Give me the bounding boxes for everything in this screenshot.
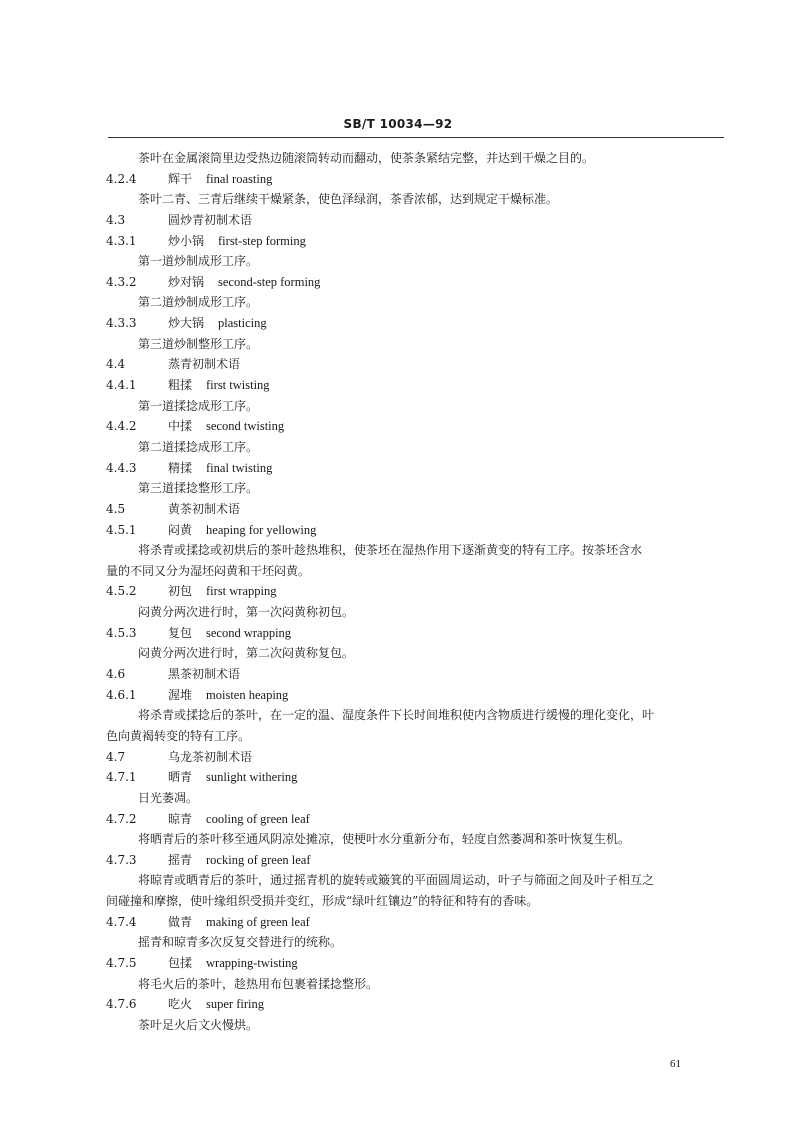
term-english: sunlight withering [206, 770, 298, 785]
definition-text: 第二道炒制成形工序。 [138, 295, 259, 310]
term-heading [0, 912, 796, 933]
term-heading [0, 767, 796, 788]
term-heading [0, 520, 796, 541]
definition-text: 茶叶在金属滚筒里边受热边随滚筒转动而翻动，使茶条紧结完整，并达到干燥之目的。 [138, 151, 595, 165]
clause-number: 4.7 [106, 749, 126, 764]
clause-number: 4.3.2 [106, 274, 137, 289]
term-heading [0, 499, 796, 520]
term-heading [0, 581, 796, 602]
term-chinese: 吃火 [168, 997, 193, 1012]
clause-number: 4.2.4 [106, 171, 137, 186]
term-heading [0, 231, 796, 252]
term-heading [0, 313, 796, 334]
term-chinese: 粗揉 [168, 378, 193, 393]
definition-text: 将晒青后的茶叶移至通风阴凉处摊凉，使梗叶水分重新分布，轻度自然萎凋和茶叶恢复生机。 [138, 832, 631, 847]
clause-number: 4.4.3 [106, 460, 137, 475]
term-english: moisten heaping [206, 687, 289, 702]
term-chinese: 炒小锅 [168, 233, 205, 248]
term-heading [0, 623, 796, 644]
clause-number: 4.7.3 [106, 852, 137, 867]
term-chinese: 炒大锅 [168, 316, 205, 331]
clause-number: 4.3.3 [106, 316, 137, 331]
term-english: rocking of green leaf [206, 852, 311, 867]
term-english: second twisting [206, 419, 285, 434]
term-chinese: 晒青 [168, 770, 193, 785]
definition-text: 茶叶二青、三青后继续干燥紧条，使色泽绿润，茶香浓郁，达到规定干燥标准。 [138, 192, 559, 207]
term-heading [0, 664, 796, 685]
term-chinese: 摇青 [168, 852, 193, 867]
document-header: SB/T 10034—92 [343, 117, 453, 131]
clause-number: 4.6.1 [106, 687, 137, 702]
clause-number: 4.4 [106, 357, 126, 372]
clause-number: 4.7.4 [106, 914, 137, 929]
definition-text: 闷黄分两次进行时，第二次闷黄称复包。 [138, 646, 355, 661]
definition-text: 将晾青或晒青后的茶叶，通过摇青机的旋转或簸箕的平面圆周运动，叶子与筛面之间及叶子相互之 [138, 873, 655, 888]
term-english: final roasting [206, 171, 273, 186]
term-english: second wrapping [206, 625, 292, 640]
term-english: heaping for yellowing [206, 522, 317, 537]
definition-text: 日光萎凋。 [138, 790, 199, 805]
term-heading [0, 953, 796, 974]
term-heading [0, 416, 796, 437]
term-chinese: 辉干 [168, 171, 193, 186]
clause-number: 4.5.1 [106, 522, 137, 537]
term-english: super firing [206, 997, 264, 1012]
term-chinese: 精揉 [168, 460, 193, 475]
definition-text: 第三道炒制整形工序。 [138, 336, 259, 351]
term-english: first-step forming [218, 233, 306, 248]
clause-number: 4.7.6 [106, 997, 137, 1012]
term-chinese: 渥堆 [168, 687, 193, 702]
definition-text: 茶叶足火后文火慢烘。 [138, 1017, 259, 1032]
definition-text: 将杀青或揉捻后的茶叶，在一定的温、湿度条件下长时间堆积使内含物质进行缓慢的理化变化，叶 [138, 708, 655, 723]
definition-text: 第二道揉捻成形工序。 [138, 439, 259, 454]
definition-text: 第一道炒制成形工序。 [138, 254, 259, 269]
term-english: second-step forming [218, 274, 321, 289]
term-heading [0, 747, 796, 768]
definition-text: 将杀青或揉捻或初烘后的茶叶趁热堆积，使茶坯在湿热作用下逐渐黄变的特有工序。按茶坯含水 [138, 543, 643, 558]
term-chinese: 晾青 [168, 811, 193, 826]
term-heading [0, 375, 796, 396]
definition-continuation: 量的不同又分为湿坯闷黄和干坯闷黄。 [106, 563, 311, 578]
header-rule [108, 137, 724, 138]
term-chinese: 圆炒青初制术语 [168, 212, 253, 227]
clause-number: 4.4.1 [106, 378, 137, 393]
clause-number: 4.7.1 [106, 770, 137, 785]
document-body [0, 148, 796, 1036]
clause-number: 4.3 [106, 212, 126, 227]
term-heading [0, 272, 796, 293]
term-heading [0, 685, 796, 706]
definition-text: 闷黄分两次进行时，第一次闷黄称初包。 [138, 605, 355, 620]
term-heading [0, 354, 796, 375]
term-chinese: 包揉 [168, 955, 193, 970]
term-chinese: 复包 [168, 625, 193, 640]
term-chinese: 乌龙茶初制术语 [168, 749, 253, 764]
clause-number: 4.7.5 [106, 955, 137, 970]
term-heading [0, 458, 796, 479]
term-chinese: 蒸青初制术语 [168, 357, 241, 372]
term-heading [0, 809, 796, 830]
term-chinese: 黑茶初制术语 [168, 667, 241, 682]
term-english: making of green leaf [206, 914, 310, 929]
term-chinese: 黄茶初制术语 [168, 501, 241, 516]
definition-text: 第三道揉捻整形工序。 [138, 481, 259, 496]
clause-number: 4.5 [106, 501, 126, 516]
term-chinese: 中揉 [168, 419, 193, 434]
definition-text: 摇青和晾青多次反复交替进行的统称。 [138, 935, 343, 950]
term-english: first twisting [206, 378, 270, 393]
clause-number: 4.5.2 [106, 584, 137, 599]
term-heading [0, 169, 796, 190]
clause-number: 4.7.2 [106, 811, 137, 826]
term-chinese: 炒对锅 [168, 274, 205, 289]
clause-number: 4.5.3 [106, 625, 137, 640]
page-number: 61 [670, 1058, 681, 1070]
term-heading [0, 210, 796, 231]
clause-number: 4.3.1 [106, 233, 137, 248]
definition-continuation: 色向黄褐转变的特有工序。 [106, 728, 251, 743]
term-chinese: 初包 [168, 584, 193, 599]
term-chinese: 闷黄 [168, 522, 193, 537]
definition-continuation: 间碰撞和摩擦，使叶缘组织受损并变红，形成“绿叶红镶边”的特征和特有的香味。 [106, 894, 539, 909]
definition-text: 第一道揉捻成形工序。 [138, 398, 259, 413]
term-heading [0, 994, 796, 1015]
term-english: final twisting [206, 460, 273, 475]
term-heading [0, 850, 796, 871]
term-english: first wrapping [206, 584, 277, 599]
term-chinese: 做青 [168, 914, 193, 929]
term-english: wrapping-twisting [206, 955, 298, 970]
term-english: plasticing [218, 316, 267, 331]
clause-number: 4.4.2 [106, 419, 137, 434]
clause-number: 4.6 [106, 667, 126, 682]
definition-text: 将毛火后的茶叶，趁热用布包裹着揉捻整形。 [138, 976, 379, 991]
term-english: cooling of green leaf [206, 811, 310, 826]
